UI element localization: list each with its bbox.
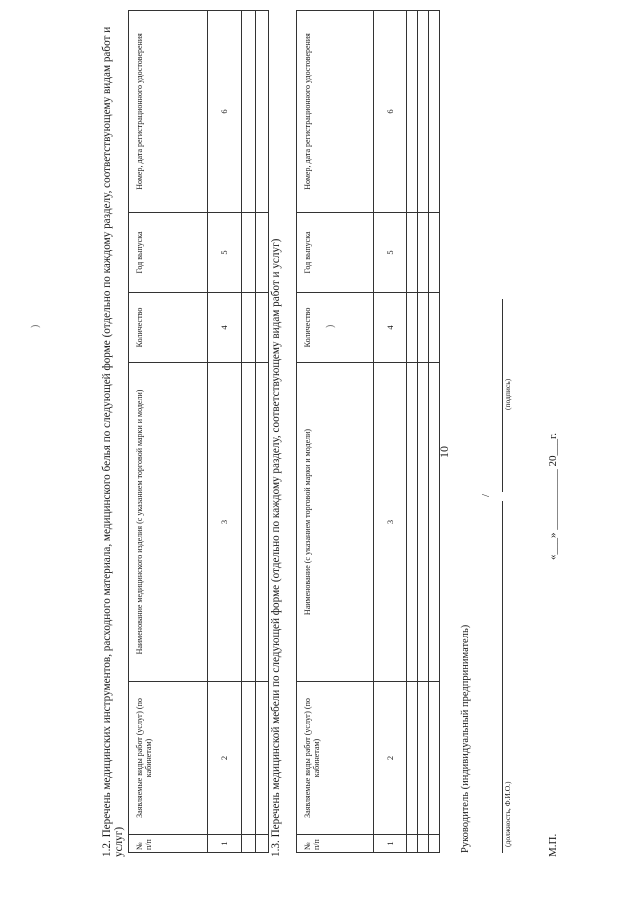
position-caption: (должность, Ф.И.О.) [503,781,512,847]
column-number: 1 [208,835,242,853]
column-number: 2 [208,682,242,835]
column-number: 4 [374,293,407,363]
header-cell: Год выпуска [297,213,374,293]
header-cell: № п/п [129,835,208,853]
header-cell: Номер, дата регистрационного удостоверения [297,11,374,213]
column-number: 2 [374,682,407,835]
date-line: «___» ___________ 20___г. [547,432,559,560]
stamp-placeholder: М.П. [547,833,559,857]
slash-separator: / [480,493,492,497]
header-cell: Количество [129,293,208,363]
column-number: 4 [208,293,242,363]
furniture-table [296,10,440,853]
column-number: 3 [374,363,407,682]
table-header-row [129,11,208,853]
signature-caption: (подпись) [503,378,512,410]
empty-row [255,11,268,853]
header-cell: № п/п [297,835,374,853]
section-heading-furniture: 1.3. Перечень медицинской мебели по следующей форме (отдельно по каждому разделу, соответствующему видам работ и услуг) [270,238,282,857]
scan-mark: ) [325,324,336,328]
column-number: 1 [374,835,407,853]
column-number-row [374,11,407,853]
page-number: 10 [437,446,451,458]
empty-row [407,11,418,853]
header-cell: Заявляемые виды работ (услуг) (по кабинетам) [297,682,374,835]
head-label: Руководитель (индивидуальный предприниматель) [460,624,471,853]
column-number: 6 [374,11,407,213]
header-cell: Год выпуска [129,213,208,293]
header-cell: Количество [297,293,374,363]
instruments-table [128,10,269,853]
column-number: 3 [208,363,242,682]
column-number: 5 [374,213,407,293]
header-cell: Наименование (с указанием торговой марки и модели) [297,363,374,682]
header-cell: Наименование медицинского изделия (с указанием торговой марки и модели) [129,363,208,682]
header-cell: Номер, дата регистрационного удостоверения [129,11,208,213]
column-number: 5 [208,213,242,293]
section-heading-instruments: 1.2. Перечень медицинских инструментов, расходного материала, медицинского белья по следующей форме (отдельно по каждому разделу, соответствующему видам работ и услуг) [101,26,125,857]
column-number-row [208,11,242,853]
header-cell: Заявляемые виды работ (услуг) (по кабинетам) [129,682,208,835]
empty-row [418,11,429,853]
scan-mark: ) [30,324,41,328]
empty-row [429,11,440,853]
table-header-row [297,11,374,853]
empty-row [242,11,255,853]
column-number: 6 [208,11,242,213]
